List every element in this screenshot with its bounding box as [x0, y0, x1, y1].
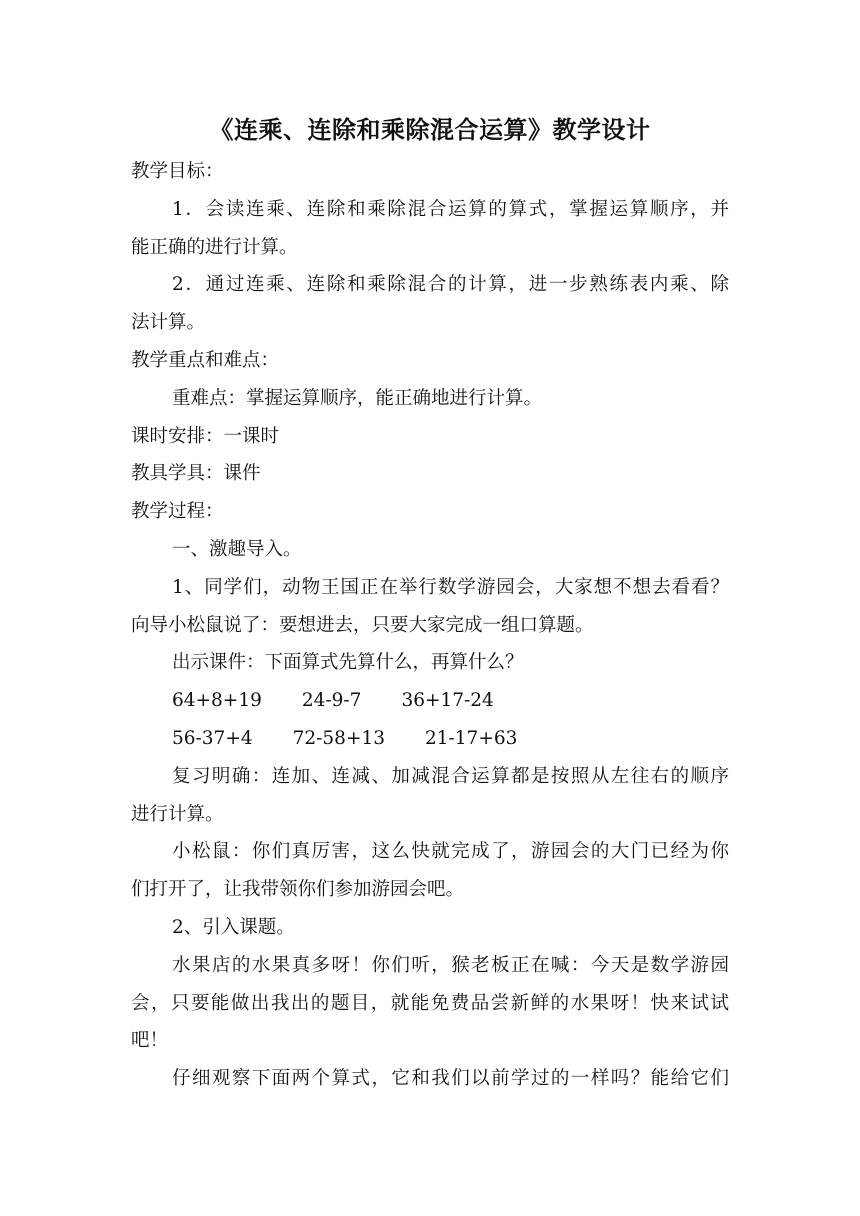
heading-materials: 教具学具：课件	[131, 463, 261, 485]
paragraph-line: 法计算。	[131, 312, 206, 334]
paragraph-line: 吧！	[131, 1030, 169, 1052]
expression-row	[131, 720, 729, 758]
section-heading: 2、引入课题。	[172, 916, 295, 938]
heading-key-points: 教学重点和难点：	[131, 349, 280, 371]
paragraph-line: 复习明确：连加、连减、加减混合运算都是按照从左往右的顺序	[172, 765, 729, 787]
paragraph-line: 会，只要能做出我出的题目，就能免费品尝新鲜的水果呀！快来试试	[131, 992, 729, 1014]
document-title: 《连乘、连除和乘除混合运算》教学设计	[209, 116, 651, 144]
paragraph-line: 出示课件：下面算式先算什么，再算什么？	[172, 652, 524, 674]
expression: 56-37+4	[172, 727, 253, 749]
expression-row	[131, 682, 729, 720]
paragraph-line: 仔细观察下面两个算式，它和我们以前学过的一样吗？能给它们	[172, 1068, 729, 1090]
expression: 72-58+13	[292, 727, 385, 749]
expression: 21-17+63	[424, 727, 518, 749]
expression: 64+8+19	[172, 690, 262, 712]
paragraph-line: 1．会读连乘、连除和乘除混合运算的算式，掌握运算顺序，并	[172, 198, 729, 220]
paragraph-line: 能正确的进行计算。	[131, 236, 298, 258]
document-body	[131, 153, 729, 1098]
paragraph-line: 向导小松鼠说了：要想进去，只要大家完成一组口算题。	[131, 614, 594, 636]
heading-schedule: 课时安排：一课时	[131, 425, 280, 447]
section-heading: 一、激趣导入。	[172, 538, 302, 560]
paragraph-line: 重难点：掌握运算顺序，能正确地进行计算。	[172, 387, 543, 409]
heading-process: 教学过程：	[131, 501, 224, 523]
paragraph-line: 小松鼠：你们真厉害，这么快就完成了，游园会的大门已经为你	[172, 841, 729, 863]
paragraph-line: 们打开了，让我带领你们参加游园会吧。	[131, 879, 465, 901]
paragraph-line: 进行计算。	[131, 803, 224, 825]
expression: 24-9-7	[301, 690, 362, 712]
paragraph-line: 2．通过连乘、连除和乘除混合的计算，进一步熟练表内乘、除	[172, 274, 729, 296]
expression: 36+17-24	[401, 690, 494, 712]
paragraph-line: 水果店的水果真多呀！你们听，猴老板正在喊：今天是数学游园	[172, 954, 729, 976]
heading-objectives: 教学目标：	[131, 161, 224, 182]
paragraph-line: 1、同学们，动物王国正在举行数学游园会，大家想不想去看看？	[172, 576, 729, 598]
